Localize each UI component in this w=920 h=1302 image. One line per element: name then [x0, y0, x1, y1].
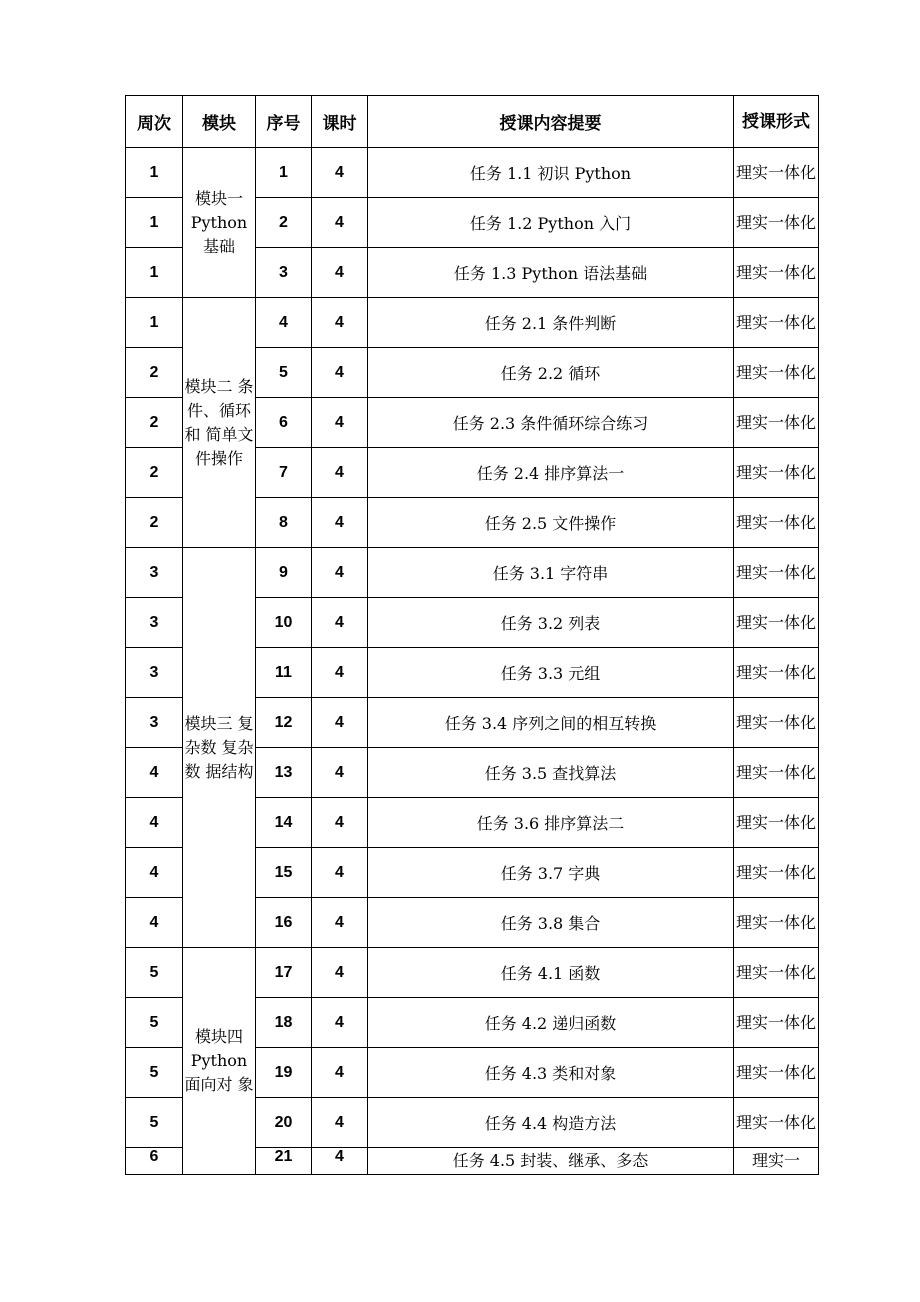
- content-cell: 任务 3.8 集合: [368, 898, 734, 948]
- module-cell: 模块四 Python 面向对 象: [183, 948, 256, 1175]
- course-schedule-table: [125, 95, 819, 1175]
- week-cell: 3: [126, 548, 183, 598]
- hours-cell: 4: [312, 1048, 368, 1098]
- hours-cell: 4: [312, 898, 368, 948]
- week-cell: 2: [126, 498, 183, 548]
- seq-cell: 21: [256, 1148, 312, 1175]
- hours-cell: 4: [312, 998, 368, 1048]
- seq-cell: 9: [256, 548, 312, 598]
- form-cell: 理实一体化: [734, 698, 819, 748]
- seq-cell: 19: [256, 1048, 312, 1098]
- form-cell: 理实一体化: [734, 548, 819, 598]
- content-cell: 任务 2.3 条件循环综合练习: [368, 398, 734, 448]
- seq-cell: 12: [256, 698, 312, 748]
- week-cell: 4: [126, 898, 183, 948]
- content-cell: 任务 1.2 Python 入门: [368, 198, 734, 248]
- form-cell: 理实一体化: [734, 398, 819, 448]
- hours-cell: 4: [312, 298, 368, 348]
- week-cell: 5: [126, 998, 183, 1048]
- form-cell: 理实一体化: [734, 798, 819, 848]
- hours-cell: 4: [312, 748, 368, 798]
- seq-cell: 13: [256, 748, 312, 798]
- content-cell: 任务 3.1 字符串: [368, 548, 734, 598]
- module-cell: 模块二 条件、循环和 简单文 件操作: [183, 298, 256, 548]
- seq-cell: 14: [256, 798, 312, 848]
- seq-cell: 15: [256, 848, 312, 898]
- hours-cell: 4: [312, 948, 368, 998]
- form-cell: 理实一体化: [734, 898, 819, 948]
- content-cell: 任务 4.2 递归函数: [368, 998, 734, 1048]
- week-cell: 3: [126, 648, 183, 698]
- seq-cell: 17: [256, 948, 312, 998]
- form-cell: 理实一体化: [734, 648, 819, 698]
- week-cell: 1: [126, 248, 183, 298]
- seq-cell: 7: [256, 448, 312, 498]
- table-row: [126, 148, 819, 198]
- table-row: [126, 548, 819, 598]
- form-cell: 理实一体化: [734, 348, 819, 398]
- seq-cell: 18: [256, 998, 312, 1048]
- week-cell: 4: [126, 798, 183, 848]
- header-seq: 序号: [256, 96, 312, 148]
- hours-cell: 4: [312, 448, 368, 498]
- hours-cell: 4: [312, 698, 368, 748]
- form-cell: 理实一体化: [734, 848, 819, 898]
- header-module: 模块: [183, 96, 256, 148]
- week-cell: 6: [126, 1148, 183, 1175]
- seq-cell: 16: [256, 898, 312, 948]
- header-content: 授课内容提要: [368, 96, 734, 148]
- seq-cell: 1: [256, 148, 312, 198]
- table-row: [126, 298, 819, 348]
- content-cell: 任务 4.1 函数: [368, 948, 734, 998]
- header-form: 授课形式: [734, 96, 819, 148]
- seq-cell: 8: [256, 498, 312, 548]
- table-header-row: [126, 96, 819, 148]
- seq-cell: 20: [256, 1098, 312, 1148]
- form-cell: 理实一体化: [734, 948, 819, 998]
- hours-cell: 4: [312, 648, 368, 698]
- week-cell: 2: [126, 398, 183, 448]
- content-cell: 任务 2.2 循环: [368, 348, 734, 398]
- header-week: 周次: [126, 96, 183, 148]
- form-cell: 理实一体化: [734, 748, 819, 798]
- hours-cell: 4: [312, 548, 368, 598]
- seq-cell: 4: [256, 298, 312, 348]
- week-cell: 5: [126, 1048, 183, 1098]
- form-cell: 理实一: [734, 1148, 819, 1175]
- form-cell: 理实一体化: [734, 248, 819, 298]
- seq-cell: 10: [256, 598, 312, 648]
- week-cell: 3: [126, 698, 183, 748]
- content-cell: 任务 4.4 构造方法: [368, 1098, 734, 1148]
- content-cell: 任务 3.5 查找算法: [368, 748, 734, 798]
- hours-cell: 4: [312, 848, 368, 898]
- form-cell: 理实一体化: [734, 148, 819, 198]
- module-cell: 模块三 复杂数 复杂数 据结构: [183, 548, 256, 948]
- content-cell: 任务 3.3 元组: [368, 648, 734, 698]
- content-cell: 任务 2.5 文件操作: [368, 498, 734, 548]
- week-cell: 5: [126, 1098, 183, 1148]
- module-cell: 模块一 Python 基础: [183, 148, 256, 298]
- week-cell: 5: [126, 948, 183, 998]
- seq-cell: 6: [256, 398, 312, 448]
- header-hours: 课时: [312, 96, 368, 148]
- seq-cell: 5: [256, 348, 312, 398]
- week-cell: 1: [126, 198, 183, 248]
- hours-cell: 4: [312, 398, 368, 448]
- content-cell: 任务 3.2 列表: [368, 598, 734, 648]
- hours-cell: 4: [312, 798, 368, 848]
- content-cell: 任务 1.1 初识 Python: [368, 148, 734, 198]
- seq-cell: 2: [256, 198, 312, 248]
- form-cell: 理实一体化: [734, 298, 819, 348]
- hours-cell: 4: [312, 1098, 368, 1148]
- form-cell: 理实一体化: [734, 998, 819, 1048]
- week-cell: 3: [126, 598, 183, 648]
- form-cell: 理实一体化: [734, 198, 819, 248]
- hours-cell: 4: [312, 148, 368, 198]
- hours-cell: 4: [312, 498, 368, 548]
- content-cell: 任务 1.3 Python 语法基础: [368, 248, 734, 298]
- content-cell: 任务 2.4 排序算法一: [368, 448, 734, 498]
- form-cell: 理实一体化: [734, 598, 819, 648]
- week-cell: 1: [126, 148, 183, 198]
- week-cell: 4: [126, 848, 183, 898]
- content-cell: 任务 4.3 类和对象: [368, 1048, 734, 1098]
- table-row: [126, 948, 819, 998]
- form-cell: 理实一体化: [734, 1098, 819, 1148]
- hours-cell: 4: [312, 1148, 368, 1175]
- content-cell: 任务 3.7 字典: [368, 848, 734, 898]
- content-cell: 任务 2.1 条件判断: [368, 298, 734, 348]
- week-cell: 4: [126, 748, 183, 798]
- week-cell: 2: [126, 348, 183, 398]
- week-cell: 1: [126, 298, 183, 348]
- hours-cell: 4: [312, 198, 368, 248]
- form-cell: 理实一体化: [734, 1048, 819, 1098]
- content-cell: 任务 3.4 序列之间的相互转换: [368, 698, 734, 748]
- seq-cell: 3: [256, 248, 312, 298]
- hours-cell: 4: [312, 248, 368, 298]
- hours-cell: 4: [312, 348, 368, 398]
- hours-cell: 4: [312, 598, 368, 648]
- seq-cell: 11: [256, 648, 312, 698]
- form-cell: 理实一体化: [734, 448, 819, 498]
- content-cell: 任务 4.5 封装、继承、多态: [368, 1148, 734, 1175]
- form-cell: 理实一体化: [734, 498, 819, 548]
- week-cell: 2: [126, 448, 183, 498]
- content-cell: 任务 3.6 排序算法二: [368, 798, 734, 848]
